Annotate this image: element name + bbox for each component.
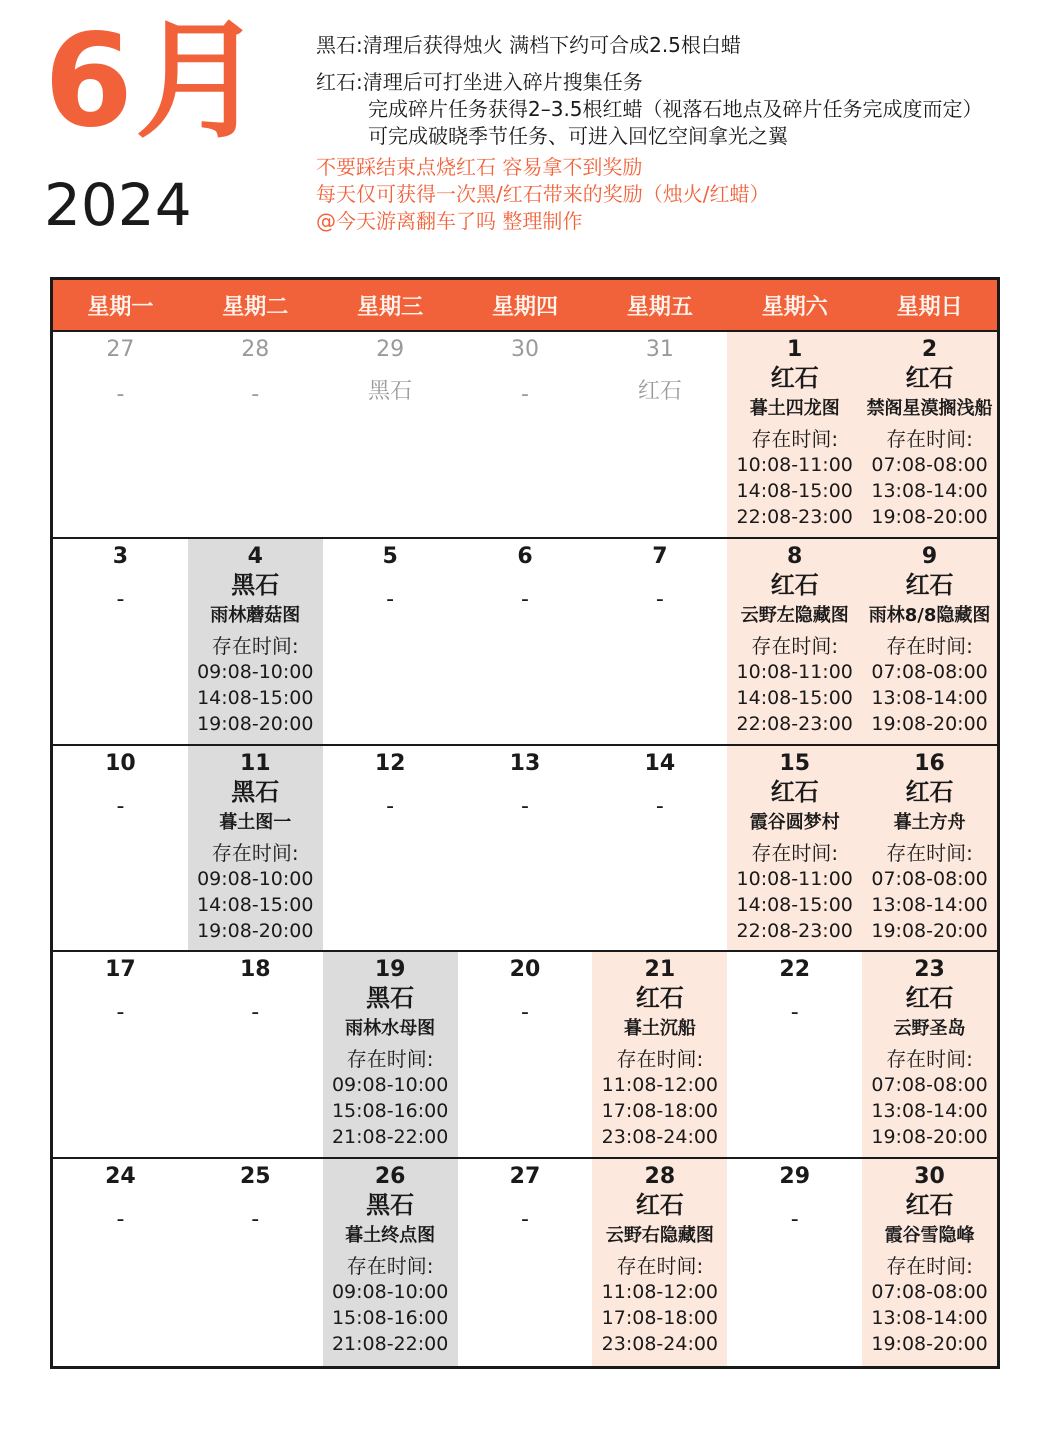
day-cell xyxy=(727,746,862,953)
stone-type: 红石 xyxy=(637,379,682,404)
stone-type: 黑石 xyxy=(231,570,280,599)
day-cell xyxy=(862,539,997,746)
weekday-label: 星期五 xyxy=(626,294,693,320)
stone-type: 黑石 xyxy=(231,777,280,806)
time-slot: 19:08-20:00 xyxy=(197,712,314,735)
day-number: 8 xyxy=(787,543,803,569)
day-number: 19 xyxy=(374,957,406,983)
stone-type: 红石 xyxy=(770,570,819,599)
month-title: 6月 xyxy=(44,7,266,156)
stone-location: 雨林水母图 xyxy=(345,1018,436,1040)
time-slot: 13:08-14:00 xyxy=(871,1307,988,1330)
day-number: 28 xyxy=(644,1164,676,1190)
day-number: 7 xyxy=(652,543,668,569)
no-event-dash: - xyxy=(521,1000,529,1026)
stone-type: 红石 xyxy=(770,364,819,392)
weekday-label: 星期六 xyxy=(761,294,828,320)
time-slot: 13:08-14:00 xyxy=(871,1100,988,1123)
weekday-label: 星期三 xyxy=(357,294,424,320)
day-cell xyxy=(188,952,323,1159)
no-event-dash: - xyxy=(521,586,529,612)
no-event-dash: - xyxy=(116,382,125,407)
warning-end-point: 不要踩结束点烧红石 容易拿不到奖励 xyxy=(316,155,643,179)
day-number: 20 xyxy=(509,957,541,983)
time-label: 存在时间: xyxy=(751,427,839,451)
day-cell xyxy=(862,952,997,1159)
stone-type: 黑石 xyxy=(368,379,413,404)
time-slot: 13:08-14:00 xyxy=(871,893,988,916)
day-number: 5 xyxy=(382,543,398,569)
no-event-dash: - xyxy=(386,586,395,612)
no-event-dash: - xyxy=(116,1207,125,1233)
day-number: 2 xyxy=(921,337,938,362)
day-number: 21 xyxy=(644,957,676,983)
stone-location: 暮土终点图 xyxy=(345,1225,436,1247)
time-slot: 13:08-14:00 xyxy=(871,686,988,709)
credit-line: @今天游离翻车了吗 整理制作 xyxy=(316,209,583,233)
day-cell xyxy=(592,952,727,1159)
day-cell xyxy=(323,539,458,746)
time-label: 存在时间: xyxy=(886,1254,973,1279)
day-cell xyxy=(53,746,188,953)
day-cell xyxy=(458,746,593,953)
time-slot: 19:08-20:00 xyxy=(871,712,988,735)
stone-location: 禁阁星漠搁浅船 xyxy=(866,398,993,419)
time-label: 存在时间: xyxy=(616,1254,704,1279)
day-cell xyxy=(188,1159,323,1366)
day-cell xyxy=(862,746,997,953)
time-slot: 17:08-18:00 xyxy=(601,1100,719,1123)
stone-type: 红石 xyxy=(905,777,954,806)
stone-location: 云野右隐藏图 xyxy=(605,1225,714,1247)
day-cell xyxy=(323,332,458,539)
no-event-dash: - xyxy=(521,1207,529,1233)
note-red-stone-season: 可完成破晓季节任务、可进入回忆空间拿光之翼 xyxy=(368,124,788,148)
weekday-label: 星期二 xyxy=(222,294,289,320)
time-slot: 19:08-20:00 xyxy=(871,1126,988,1149)
day-cell xyxy=(592,539,727,746)
time-slot: 14:08-15:00 xyxy=(197,686,314,709)
time-slot: 19:08-20:00 xyxy=(871,1333,988,1356)
time-slot: 10:08-11:00 xyxy=(736,867,853,890)
no-event-dash: - xyxy=(790,1000,799,1026)
time-slot: 09:08-10:00 xyxy=(197,867,314,890)
time-label: 存在时间: xyxy=(751,633,839,658)
day-number: 14 xyxy=(644,750,676,776)
time-slot: 23:08-24:00 xyxy=(601,1333,719,1356)
no-event-dash: - xyxy=(251,1000,260,1026)
day-number: 6 xyxy=(517,543,533,569)
time-slot: 09:08-10:00 xyxy=(331,1074,449,1097)
stone-type: 红石 xyxy=(905,1191,954,1220)
day-number: 4 xyxy=(247,543,263,569)
day-number: 18 xyxy=(239,957,271,983)
day-number: 25 xyxy=(239,1164,271,1190)
day-cell xyxy=(323,1159,458,1366)
time-slot: 10:08-11:00 xyxy=(736,660,853,683)
stone-type: 红石 xyxy=(905,984,954,1013)
time-label: 存在时间: xyxy=(616,1047,704,1072)
time-slot: 14:08-15:00 xyxy=(736,893,853,916)
note-red-stone-reward: 完成碎片任务获得2–3.5根红蜡（视落石地点及碎片任务完成度而定） xyxy=(368,97,983,121)
time-label: 存在时间: xyxy=(886,1047,973,1072)
time-label: 存在时间: xyxy=(211,633,299,658)
time-slot: 15:08-16:00 xyxy=(331,1100,449,1123)
time-label: 存在时间: xyxy=(346,1254,434,1279)
time-slot: 14:08-15:00 xyxy=(736,686,853,709)
stone-type: 红石 xyxy=(905,364,954,392)
no-event-dash: - xyxy=(521,793,529,819)
no-event-dash: - xyxy=(116,793,125,819)
day-cell xyxy=(592,746,727,953)
time-slot: 19:08-20:00 xyxy=(871,506,988,528)
no-event-dash: - xyxy=(655,793,664,819)
day-cell xyxy=(727,1159,862,1366)
day-cell xyxy=(592,1159,727,1366)
day-number: 29 xyxy=(376,337,405,362)
time-slot: 07:08-08:00 xyxy=(871,1074,988,1097)
day-cell xyxy=(188,539,323,746)
time-slot: 07:08-08:00 xyxy=(871,454,988,476)
time-label: 存在时间: xyxy=(886,427,973,451)
stone-location: 暮土沉船 xyxy=(623,1018,696,1040)
time-slot: 10:08-11:00 xyxy=(736,454,853,476)
weekday-label: 星期四 xyxy=(491,294,558,320)
stone-type: 红石 xyxy=(770,777,819,806)
stone-location: 暮土四龙图 xyxy=(749,398,840,419)
day-number: 15 xyxy=(779,750,811,776)
day-cell xyxy=(53,952,188,1159)
day-number: 13 xyxy=(509,750,541,776)
time-slot: 22:08-23:00 xyxy=(736,712,853,735)
day-number: 23 xyxy=(914,957,945,983)
time-slot: 22:08-23:00 xyxy=(736,919,853,942)
time-slot: 21:08-22:00 xyxy=(331,1126,449,1149)
day-cell xyxy=(458,952,593,1159)
notes-panel xyxy=(316,32,1046,235)
day-number: 30 xyxy=(510,337,539,362)
day-number: 30 xyxy=(914,1164,945,1190)
stone-location: 暮土方舟 xyxy=(893,811,966,833)
day-cell xyxy=(727,952,862,1159)
stone-location: 云野圣岛 xyxy=(893,1018,966,1040)
time-slot: 17:08-18:00 xyxy=(601,1307,719,1330)
no-event-dash: - xyxy=(521,382,529,407)
day-cell xyxy=(862,332,997,539)
calendar-table xyxy=(50,277,1000,1369)
no-event-dash: - xyxy=(116,1000,125,1026)
no-event-dash: - xyxy=(251,1207,260,1233)
time-slot: 22:08-23:00 xyxy=(736,506,853,528)
day-cell xyxy=(323,746,458,953)
day-number: 31 xyxy=(645,337,674,362)
day-number: 26 xyxy=(374,1164,406,1190)
day-number: 27 xyxy=(106,337,135,362)
time-slot: 09:08-10:00 xyxy=(197,660,314,683)
day-cell xyxy=(53,1159,188,1366)
no-event-dash: - xyxy=(655,586,664,612)
day-cell xyxy=(188,746,323,953)
day-number: 9 xyxy=(921,543,938,569)
time-slot: 19:08-20:00 xyxy=(871,919,988,942)
stone-location: 霞谷圆梦村 xyxy=(749,811,840,833)
day-cell xyxy=(323,952,458,1159)
day-number: 10 xyxy=(105,750,136,776)
time-slot: 21:08-22:00 xyxy=(331,1333,449,1356)
day-cell xyxy=(458,1159,593,1366)
stone-type: 黑石 xyxy=(366,984,415,1013)
warning-once-per-day: 每天仅可获得一次黑/红石带来的奖励（烛火/红蜡） xyxy=(316,182,770,206)
time-slot: 14:08-15:00 xyxy=(736,480,853,502)
weekday-label: 星期一 xyxy=(87,294,154,320)
stone-location: 云野左隐藏图 xyxy=(740,604,849,626)
day-cell xyxy=(53,539,188,746)
time-slot: 19:08-20:00 xyxy=(197,919,314,942)
day-number: 12 xyxy=(374,750,406,776)
day-cell xyxy=(188,332,323,539)
no-event-dash: - xyxy=(116,586,125,612)
day-number: 29 xyxy=(779,1164,811,1190)
no-event-dash: - xyxy=(251,382,260,407)
day-number: 11 xyxy=(239,750,271,776)
stone-location: 暮土图一 xyxy=(219,811,292,833)
day-number: 27 xyxy=(509,1164,541,1190)
day-number: 1 xyxy=(787,337,803,362)
stone-type: 黑石 xyxy=(366,1191,415,1220)
stone-location: 雨林8/8隐藏图 xyxy=(868,604,991,626)
time-slot: 11:08-12:00 xyxy=(601,1074,719,1097)
stone-location: 霞谷雪隐峰 xyxy=(884,1225,975,1247)
day-number: 3 xyxy=(112,543,129,569)
day-number: 16 xyxy=(914,750,945,776)
day-cell xyxy=(862,1159,997,1366)
time-label: 存在时间: xyxy=(886,840,973,865)
time-slot: 07:08-08:00 xyxy=(871,867,988,890)
time-slot: 15:08-16:00 xyxy=(331,1307,449,1330)
note-black-stone: 黑石:清理后获得烛火 满档下约可合成2.5根白蜡 xyxy=(316,33,741,57)
day-number: 28 xyxy=(241,337,270,362)
weekday-label: 星期日 xyxy=(896,294,963,320)
day-cell xyxy=(727,332,862,539)
time-slot: 11:08-12:00 xyxy=(601,1281,719,1304)
time-label: 存在时间: xyxy=(211,840,299,865)
stone-type: 红石 xyxy=(635,984,684,1013)
time-slot: 07:08-08:00 xyxy=(871,1281,988,1304)
day-cell xyxy=(727,539,862,746)
calendar-grid xyxy=(53,332,997,1366)
day-cell xyxy=(592,332,727,539)
time-slot: 23:08-24:00 xyxy=(601,1126,719,1149)
day-number: 22 xyxy=(779,957,811,983)
day-number: 24 xyxy=(105,1164,136,1190)
stone-location: 雨林蘑菇图 xyxy=(210,604,301,626)
day-number: 17 xyxy=(105,957,136,983)
stone-type: 红石 xyxy=(905,570,954,599)
weekday-header xyxy=(53,280,997,332)
note-red-stone: 红石:清理后可打坐进入碎片搜集任务 xyxy=(316,70,643,94)
year-title: 2024 xyxy=(44,171,192,239)
time-slot: 14:08-15:00 xyxy=(197,893,314,916)
no-event-dash: - xyxy=(790,1207,799,1233)
time-label: 存在时间: xyxy=(751,840,839,865)
time-label: 存在时间: xyxy=(886,633,973,658)
time-slot: 07:08-08:00 xyxy=(871,660,988,683)
day-cell xyxy=(458,539,593,746)
time-slot: 13:08-14:00 xyxy=(871,480,988,502)
day-cell xyxy=(53,332,188,539)
no-event-dash: - xyxy=(386,793,395,819)
time-label: 存在时间: xyxy=(346,1047,434,1072)
day-cell xyxy=(458,332,593,539)
time-slot: 09:08-10:00 xyxy=(331,1281,449,1304)
stone-type: 红石 xyxy=(635,1191,684,1220)
